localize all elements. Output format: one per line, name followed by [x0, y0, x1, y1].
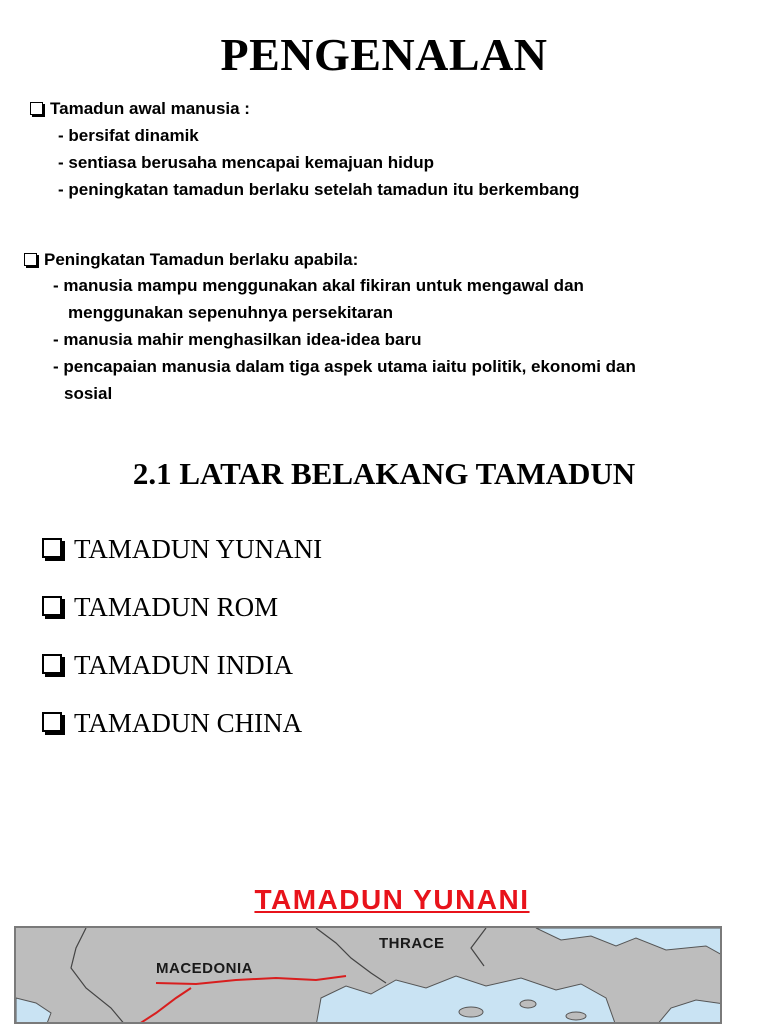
checkbox-bullet-icon	[30, 102, 43, 115]
border-line	[71, 928, 126, 1024]
red-boundary-line	[156, 976, 346, 984]
section-improvement-line: - manusia mampu menggunakan akal fikiran untuk mengawal dan	[53, 276, 584, 295]
map-label-macedonia: MACEDONIA	[156, 960, 253, 977]
section-improvement-line: sosial	[64, 384, 113, 403]
red-boundary-line	[136, 988, 191, 1024]
section-intro-heading: Tamadun awal manusia :	[50, 99, 250, 118]
page-title: PENGENALAN	[220, 29, 548, 80]
list-item-label: TAMADUN ROM	[74, 592, 279, 622]
border-line	[316, 928, 386, 983]
island-shape	[566, 1012, 586, 1020]
list-item	[42, 708, 302, 739]
section-intro-line: - peningkatan tamadun berlaku setelah tamadun itu berkembang	[58, 180, 580, 199]
checkbox-bullet-icon	[42, 654, 62, 674]
section-intro-line: - sentiasa berusaha mencapai kemajuan hidup	[58, 153, 435, 172]
section-improvement-heading: Peningkatan Tamadun berlaku apabila:	[44, 250, 359, 269]
list-item	[42, 650, 293, 681]
east-sea-shape	[656, 1000, 722, 1024]
map-graphic	[16, 928, 722, 1024]
island-shape	[459, 1007, 483, 1017]
greece-map	[14, 926, 722, 1024]
section-improvement-line: - manusia mahir menghasilkan idea-idea baru	[53, 330, 422, 349]
section-heading-latar-belakang: 2.1 LATAR BELAKANG TAMADUN	[132, 456, 636, 491]
checkbox-bullet-icon	[24, 253, 37, 266]
section-improvement-line: menggunakan sepenuhnya persekitaran	[68, 303, 393, 322]
list-item-label: TAMADUN CHINA	[74, 708, 303, 738]
checkbox-bullet-icon	[42, 596, 62, 616]
section-intro-heading-row	[30, 99, 250, 119]
map-label-thrace: THRACE	[379, 935, 445, 952]
list-item	[42, 592, 278, 623]
north-sea-shape	[536, 928, 722, 956]
section-improvement-line: - pencapaian manusia dalam tiga aspek utama iaitu politik, ekonomi dan	[53, 357, 636, 376]
west-sea-shape	[16, 998, 51, 1024]
list-item-label: TAMADUN YUNANI	[74, 534, 323, 564]
list-item	[42, 534, 322, 565]
checkbox-bullet-icon	[42, 538, 62, 558]
section-improvement-heading-row	[24, 250, 358, 270]
checkbox-bullet-icon	[42, 712, 62, 732]
border-line	[471, 928, 486, 966]
subsection-title-yunani: TAMADUN YUNANI	[254, 884, 530, 915]
section-intro-line: - bersifat dinamik	[58, 126, 199, 145]
list-item-label: TAMADUN INDIA	[74, 650, 294, 680]
island-shape	[520, 1000, 536, 1008]
